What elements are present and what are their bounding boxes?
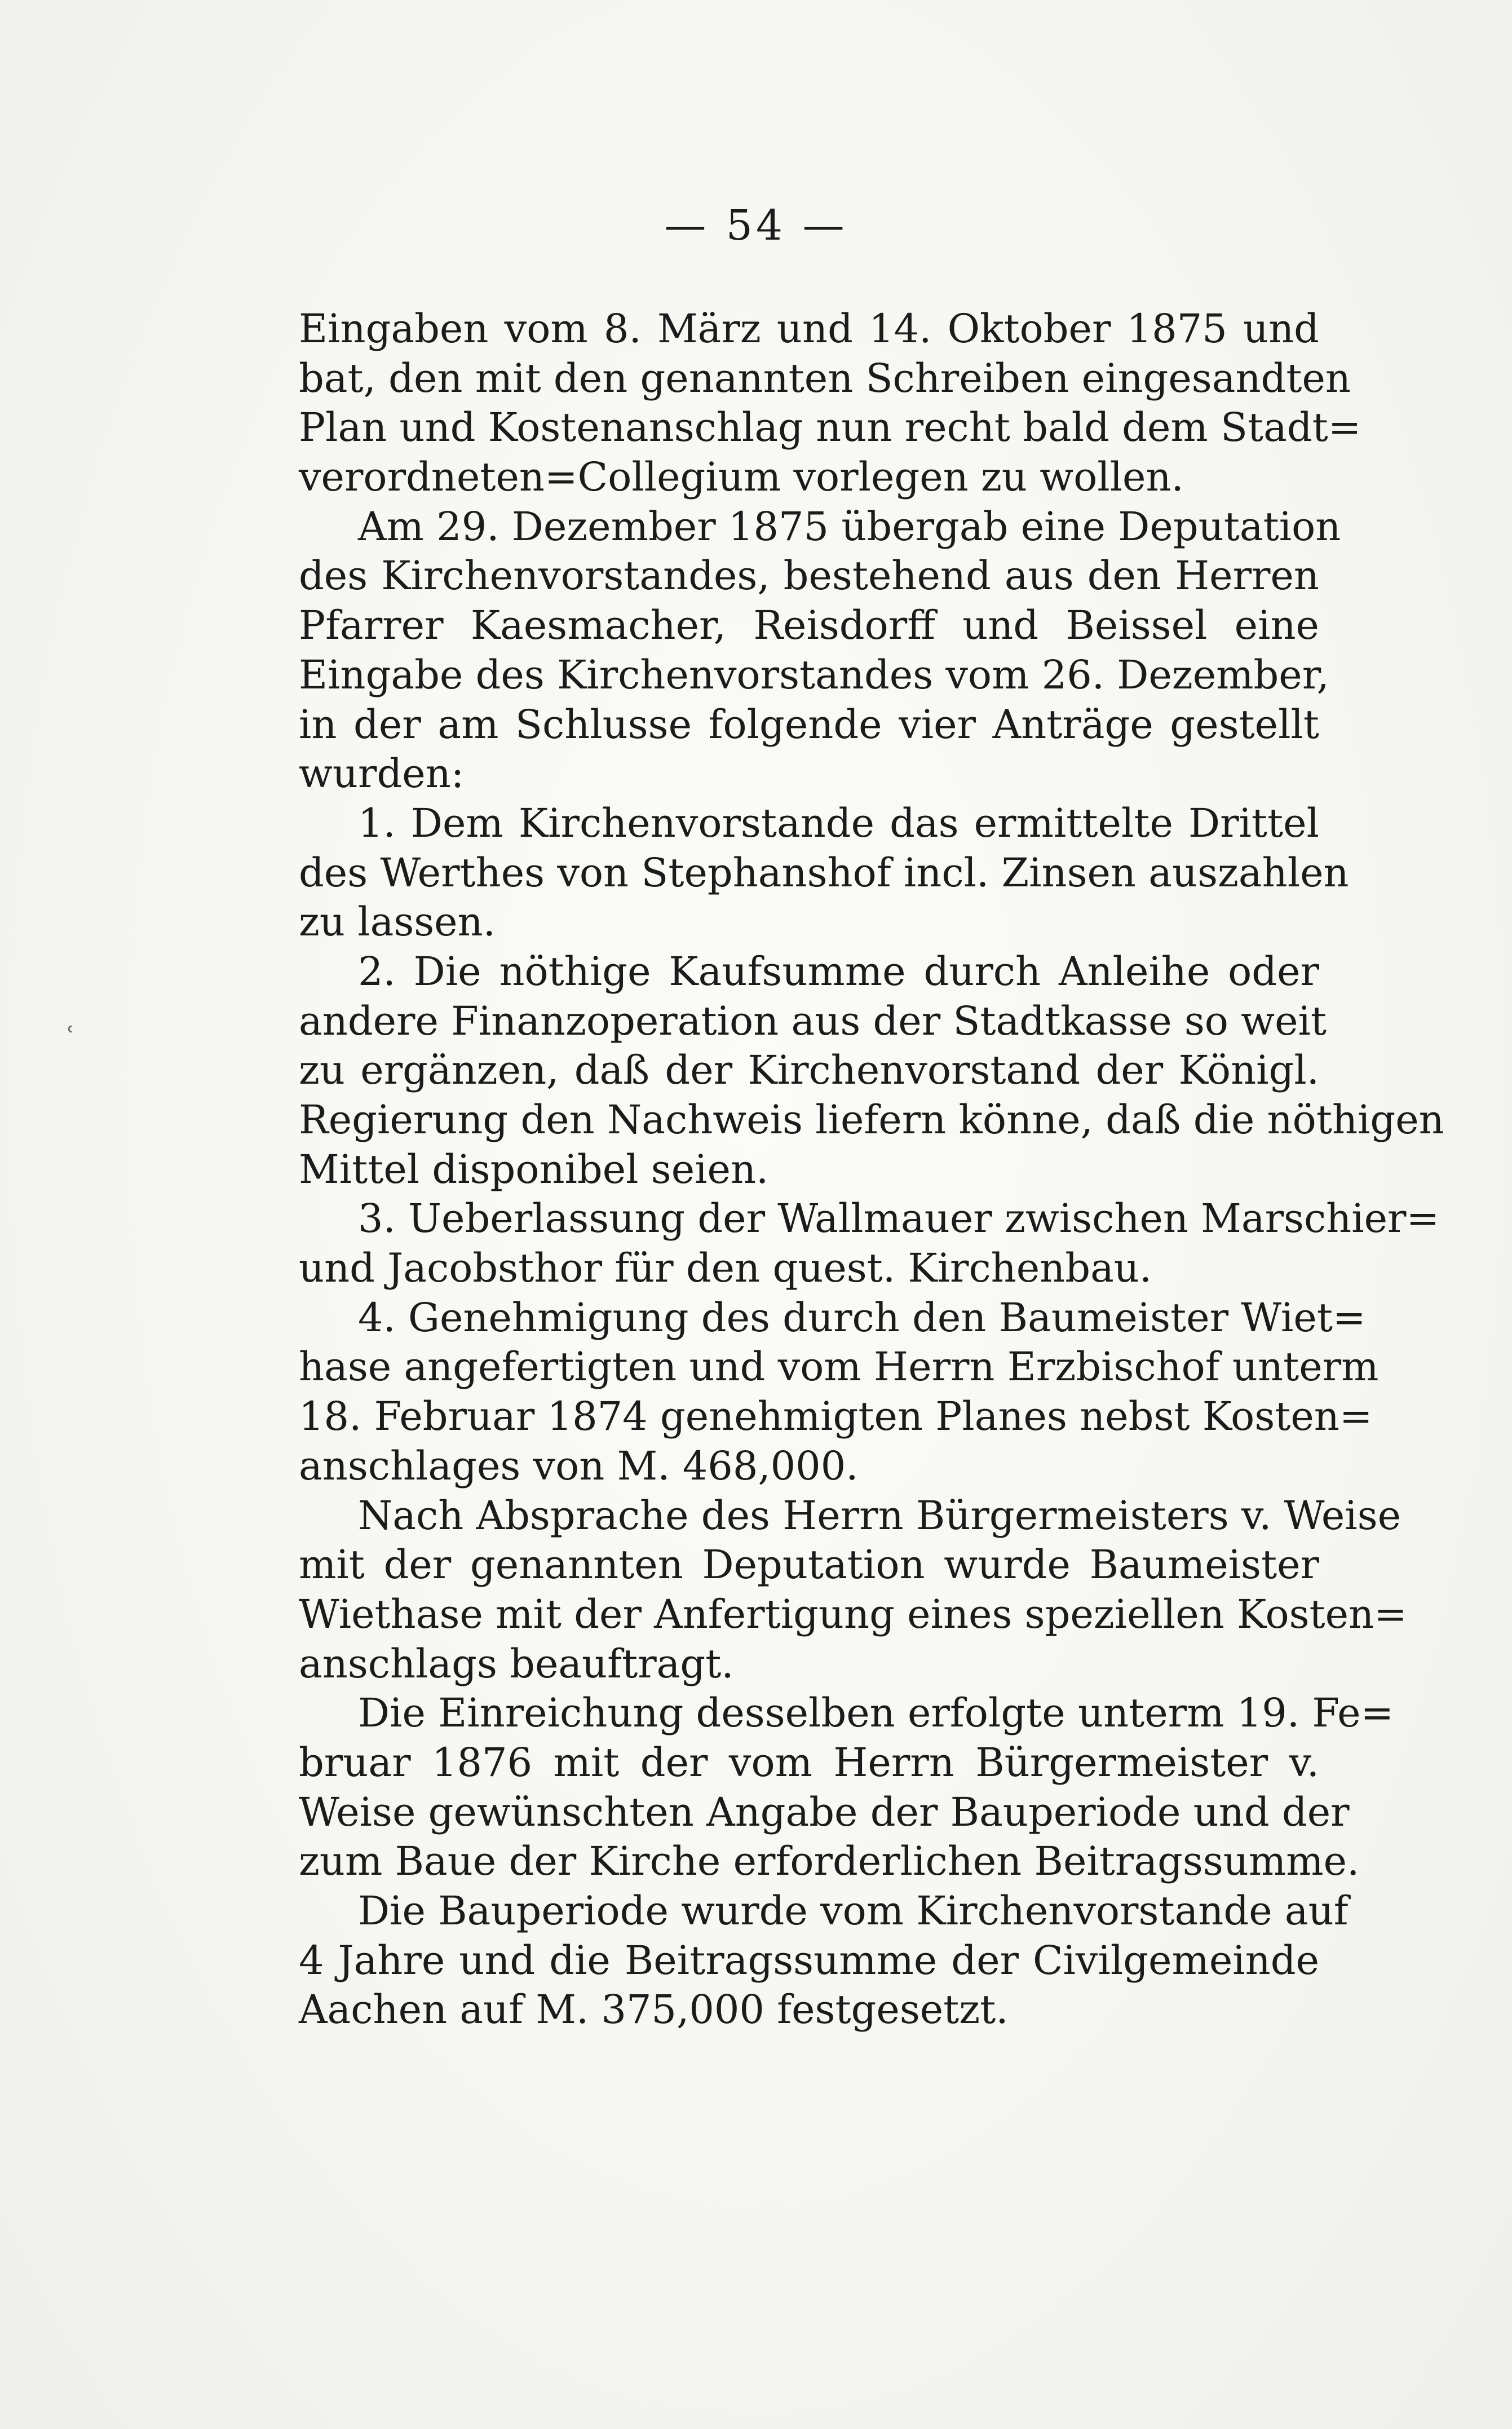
text-line: 2. Die nöthige Kaufsumme durch Anleihe oder <box>358 948 1319 995</box>
text-line: 1. Dem Kirchenvorstande das ermittelte Drittel <box>358 800 1319 846</box>
text-line: Eingabe des Kirchenvorstandes vom 26. Dezember, <box>299 651 1329 698</box>
text-line: bruar 1876 mit der vom Herrn Bürgermeister v. <box>299 1739 1319 1786</box>
text-line: des Kirchenvorstandes, bestehend aus den Herren <box>299 553 1319 599</box>
text-line: wurden: <box>299 750 465 797</box>
text-line: Weise gewünschten Angabe der Bauperiode und der <box>299 1788 1350 1835</box>
text-line: Am 29. Dezember 1875 übergab eine Deputation <box>358 503 1341 550</box>
text-line: Plan und Kostenanschlag nun recht bald dem Stadt= <box>299 404 1361 451</box>
text-line: bat, den mit den genannten Schreiben eingesandten <box>299 355 1351 401</box>
text-line: anschlags beauftragt. <box>299 1640 734 1687</box>
text-line: zum Baue der Kirche erforderlichen Beitragssumme. <box>299 1838 1360 1885</box>
text-line: zu ergänzen, daß der Kirchenvorstand der Königl. <box>299 1047 1319 1094</box>
text-line: des Werthes von Stephanshof incl. Zinsen auszahlen <box>299 849 1349 896</box>
text-line: Aachen auf M. 375,000 festgesetzt. <box>299 1986 1009 2033</box>
text-line: in der am Schlusse folgende vier Anträge gestellt <box>299 701 1319 748</box>
text-line: Die Einreichung desselben erfolgte unterm 19. Fe= <box>358 1690 1394 1737</box>
text-line: mit der genannten Deputation wurde Baumeister <box>299 1542 1319 1588</box>
text-line: Wiethase mit der Anfertigung eines speziellen Kosten= <box>299 1591 1407 1637</box>
margin-mark: ʿ <box>67 1021 75 1053</box>
text-line: Regierung den Nachweis liefern könne, daß die nöthigen <box>299 1097 1444 1143</box>
body-text <box>299 304 1444 2035</box>
text-line: 18. Februar 1874 genehmigten Planes nebst Kosten= <box>299 1393 1373 1440</box>
text-line: hase angefertigten und vom Herrn Erzbischof unterm <box>299 1344 1379 1390</box>
text-line: verordneten=Collegium vorlegen zu wollen. <box>299 454 1184 501</box>
text-line: anschlages von M. 468,000. <box>299 1442 859 1489</box>
text-line: Mittel disponibel seien. <box>299 1146 769 1193</box>
text-line: 4. Genehmigung des durch den Baumeister Wiet= <box>358 1294 1366 1341</box>
page-number: — 54 — <box>664 201 848 250</box>
text-line: andere Finanzoperation aus der Stadtkasse so weit <box>299 997 1327 1044</box>
text-line: Die Bauperiode wurde vom Kirchenvorstande auf <box>358 1888 1349 1934</box>
text-line: und Jacobsthor für den quest. Kirchenbau. <box>299 1245 1152 1292</box>
text-line: zu lassen. <box>299 899 496 946</box>
text-line: Pfarrer Kaesmacher, Reisdorff und Beissel eine <box>299 602 1319 649</box>
text-line: 4 Jahre und die Beitragssumme der Civilgemeinde <box>299 1937 1319 1984</box>
text-line: 3. Ueberlassung der Wallmauer zwischen Marschier= <box>358 1195 1440 1242</box>
text-line: Eingaben vom 8. März und 14. Oktober 1875 und <box>299 306 1319 352</box>
text-line: Nach Absprache des Herrn Bürgermeisters v. Weise <box>358 1492 1402 1539</box>
